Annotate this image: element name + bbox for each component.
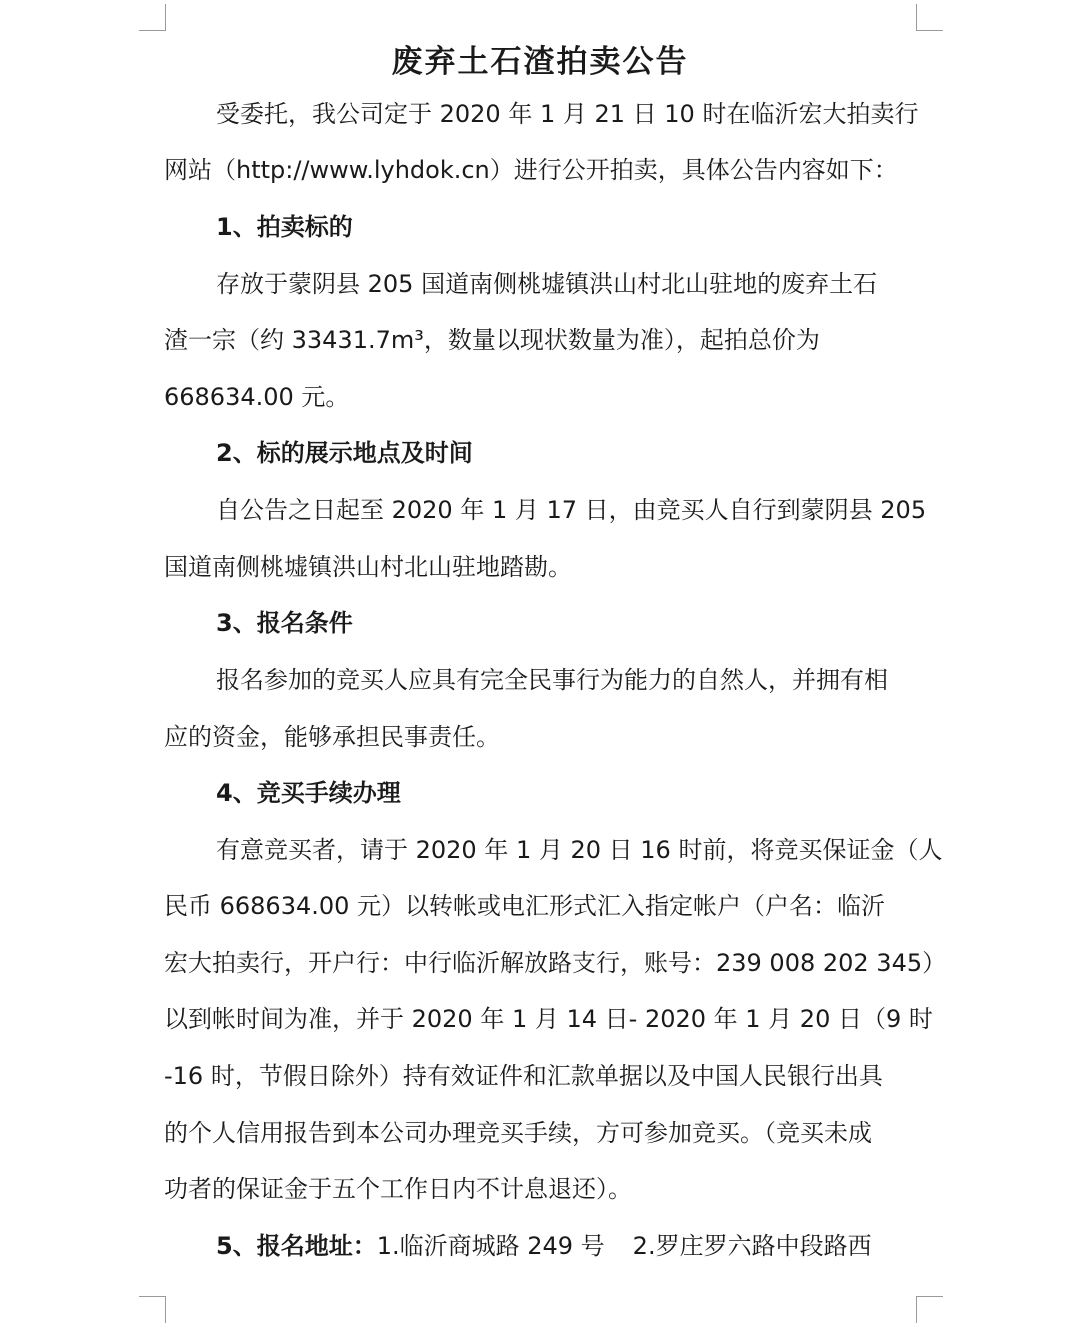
paragraph-line: 以到帐时间为准，并于 2020 年 1 月 14 日- 2020 年 1 月 20 日（9 时 bbox=[164, 1005, 933, 1033]
crop-mark-top-left bbox=[139, 4, 166, 31]
paragraph-line: 民币 668634.00 元）以转帐或电汇形式汇入指定帐户（户名：临沂 bbox=[164, 892, 886, 920]
section-5-address bbox=[216, 1229, 976, 1263]
paragraph-line: 报名参加的竞买人应具有完全民事行为能力的自然人，并拥有相 bbox=[216, 666, 888, 694]
paragraph-line: 的个人信用报告到本公司办理竞买手续，方可参加竞买。（竞买未成 bbox=[164, 1119, 872, 1147]
section-heading: 1、拍卖标的 bbox=[216, 213, 353, 241]
paragraph-line: 渣一宗（约 33431.7m³，数量以现状数量为准），起拍总价为 bbox=[164, 326, 820, 354]
section-heading: 5、报名地址： bbox=[216, 1232, 377, 1260]
paragraph-line: 宏大拍卖行，开户行：中行临沂解放路支行，账号：239 008 202 345） bbox=[164, 949, 947, 977]
crop-mark-bottom-right bbox=[916, 1296, 943, 1323]
paragraph-line: 有意竞买者，请于 2020 年 1 月 20 日 16 时前，将竞买保证金（人 bbox=[216, 836, 943, 864]
section-heading: 2、标的展示地点及时间 bbox=[216, 439, 473, 467]
intro-line: 受委托，我公司定于 2020 年 1 月 21 日 10 时在临沂宏大拍卖行 bbox=[216, 100, 919, 128]
document-title: 废弃土石渣拍卖公告 bbox=[391, 44, 689, 80]
paragraph-line: 668634.00 元。 bbox=[164, 383, 350, 411]
paragraph-line: 自公告之日起至 2020 年 1 月 17 日，由竞买人自行到蒙阴县 205 bbox=[216, 496, 927, 524]
crop-mark-bottom-left bbox=[139, 1296, 166, 1323]
intro-line: 网站（http://www.lyhdok.cn）进行公开拍卖，具体公告内容如下： bbox=[164, 156, 898, 184]
address-2: 2.罗庄罗六路中段路西 bbox=[632, 1232, 872, 1260]
paragraph-line: 应的资金，能够承担民事责任。 bbox=[164, 723, 500, 751]
paragraph-line: -16 时，节假日除外）持有效证件和汇款单据以及中国人民银行出具 bbox=[164, 1062, 883, 1090]
section-heading: 3、报名条件 bbox=[216, 609, 353, 637]
paragraph-line: 存放于蒙阴县 205 国道南侧桃墟镇洪山村北山驻地的废弃土石 bbox=[216, 270, 878, 298]
address-1: 1.临沂商城路 249 号 bbox=[376, 1232, 605, 1260]
paragraph-line: 国道南侧桃墟镇洪山村北山驻地踏勘。 bbox=[164, 553, 572, 581]
crop-mark-top-right bbox=[916, 4, 943, 31]
paragraph-line: 功者的保证金于五个工作日内不计息退还）。 bbox=[164, 1175, 632, 1203]
section-heading: 4、竞买手续办理 bbox=[216, 779, 401, 807]
